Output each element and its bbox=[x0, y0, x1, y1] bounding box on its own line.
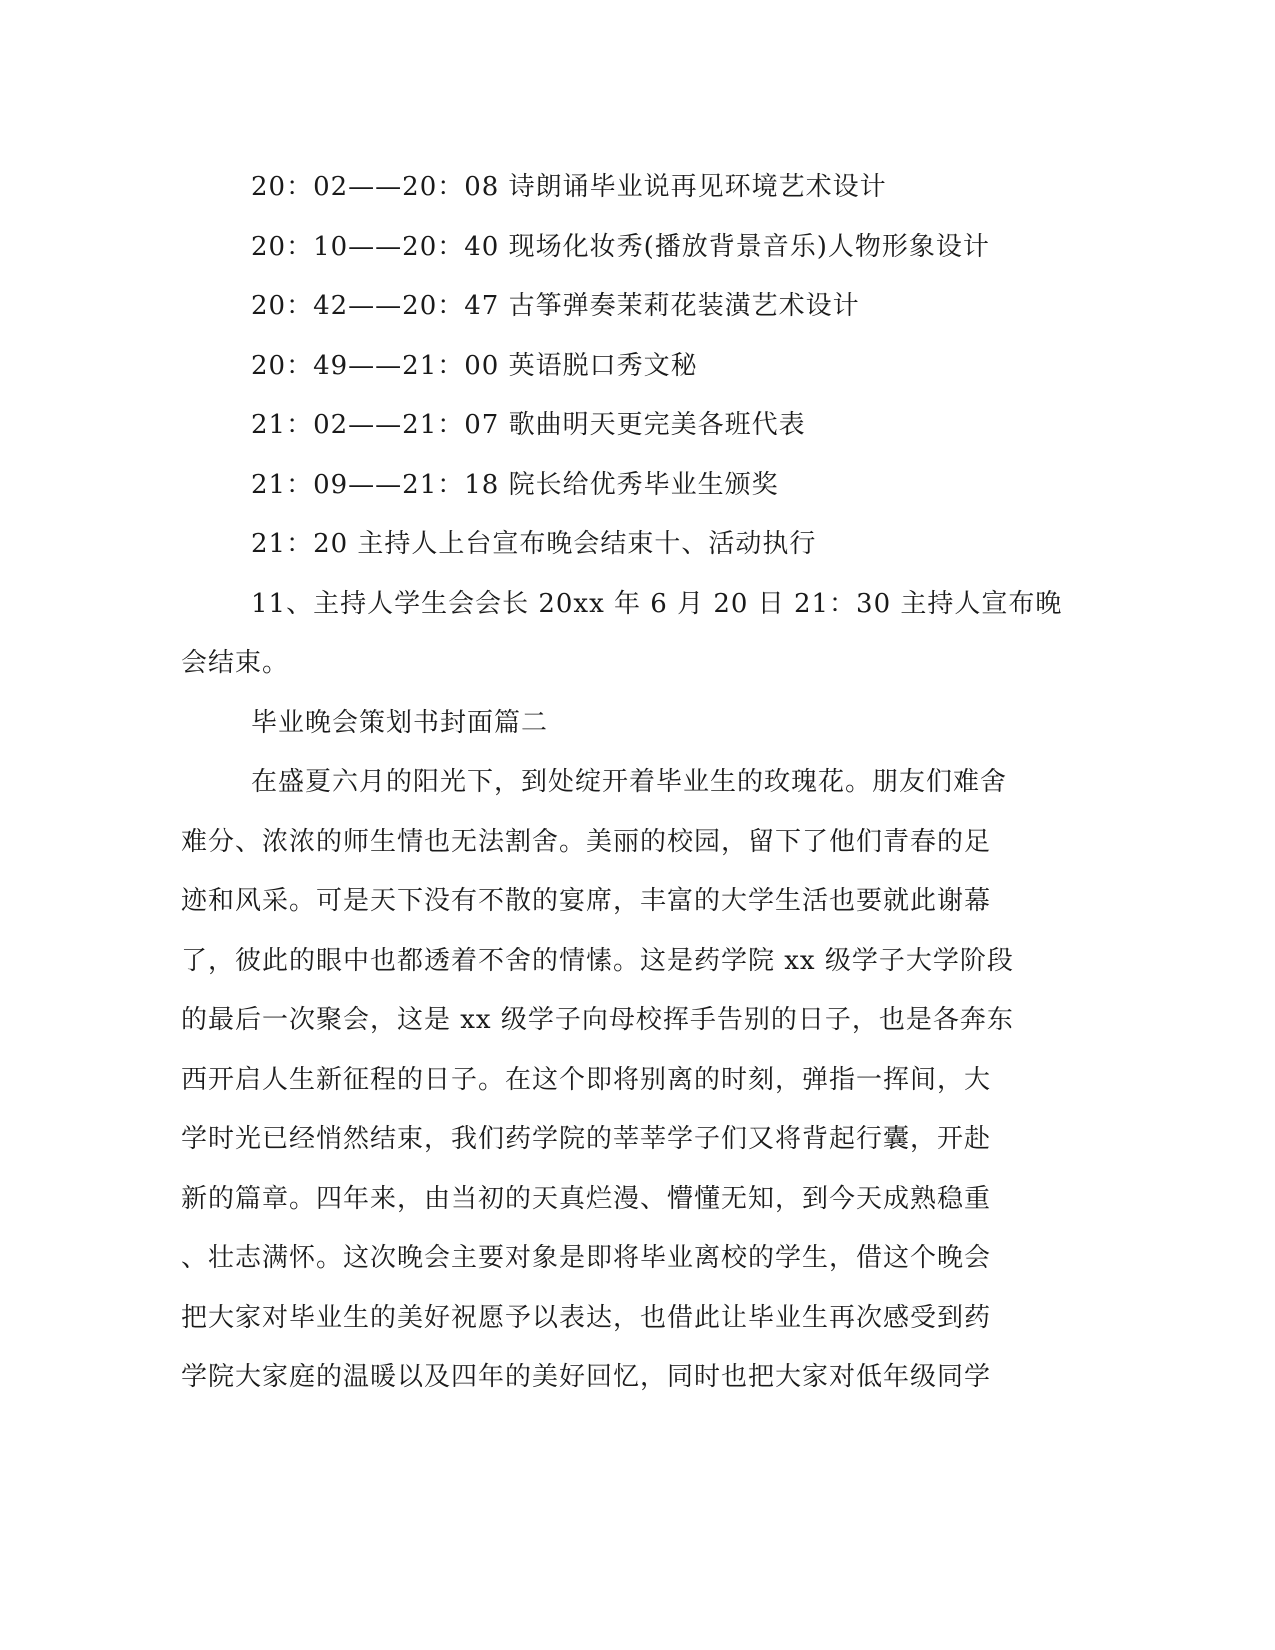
document-body bbox=[181, 158, 1063, 1408]
paragraph-line: 把大家对毕业生的美好祝愿予以表达，也借此让毕业生再次感受到药 bbox=[181, 1302, 992, 1333]
schedule-line: 20：49——21：00 英语脱口秀文秘 bbox=[251, 350, 698, 381]
paragraph-line: 在盛夏六月的阳光下，到处绽开着毕业生的玫瑰花。朋友们难舍 bbox=[251, 767, 1008, 797]
paragraph-line: 的最后一次聚会，这是 xx 级学子向母校挥手告别的日子，也是各奔东 bbox=[181, 1005, 1014, 1035]
schedule-line: 20：42——20：47 古筝弹奏茉莉花装潢艺术设计 bbox=[251, 291, 860, 321]
paragraph-line: 难分、浓浓的师生情也无法割舍。美丽的校园，留下了他们青春的足 bbox=[181, 826, 992, 857]
paragraph-line: 、壮志满怀。这次晚会主要对象是即将毕业离校的学生，借这个晚会 bbox=[181, 1243, 992, 1273]
item-11-line-1: 11、主持人学生会会长 20xx 年 6 月 20 日 21：30 主持人宣布晚 bbox=[251, 588, 1063, 619]
schedule-line: 21：09——21：18 院长给优秀毕业生颁奖 bbox=[251, 469, 779, 500]
schedule-line: 21：20 主持人上台宣布晚会结束十、活动执行 bbox=[251, 529, 817, 559]
paragraph-line: 了，彼此的眼中也都透着不舍的情愫。这是药学院 xx 级学子大学阶段 bbox=[181, 945, 1014, 976]
item-11-line-2: 会结束。 bbox=[181, 648, 290, 678]
schedule-line: 21：02——21：07 歌曲明天更完美各班代表 bbox=[251, 410, 806, 440]
paragraph-line: 学院大家庭的温暖以及四年的美好回忆，同时也把大家对低年级同学 bbox=[181, 1362, 992, 1392]
paragraph-line: 新的篇章。四年来，由当初的天真烂漫、懵懂无知，到今天成熟稳重 bbox=[181, 1183, 992, 1214]
paragraph-line: 学时光已经悄然结束，我们药学院的莘莘学子们又将背起行囊，开赴 bbox=[181, 1124, 992, 1154]
schedule-line: 20：10——20：40 现场化妆秀(播放背景音乐)人物形象设计 bbox=[251, 231, 990, 262]
paragraph-line: 迹和风采。可是天下没有不散的宴席，丰富的大学生活也要就此谢幕 bbox=[181, 886, 992, 916]
section-title: 毕业晚会策划书封面篇二 bbox=[251, 707, 549, 738]
paragraph-line: 西开启人生新征程的日子。在这个即将别离的时刻，弹指一挥间，大 bbox=[181, 1064, 992, 1095]
schedule-line: 20：02——20：08 诗朗诵毕业说再见环境艺术设计 bbox=[251, 172, 887, 202]
